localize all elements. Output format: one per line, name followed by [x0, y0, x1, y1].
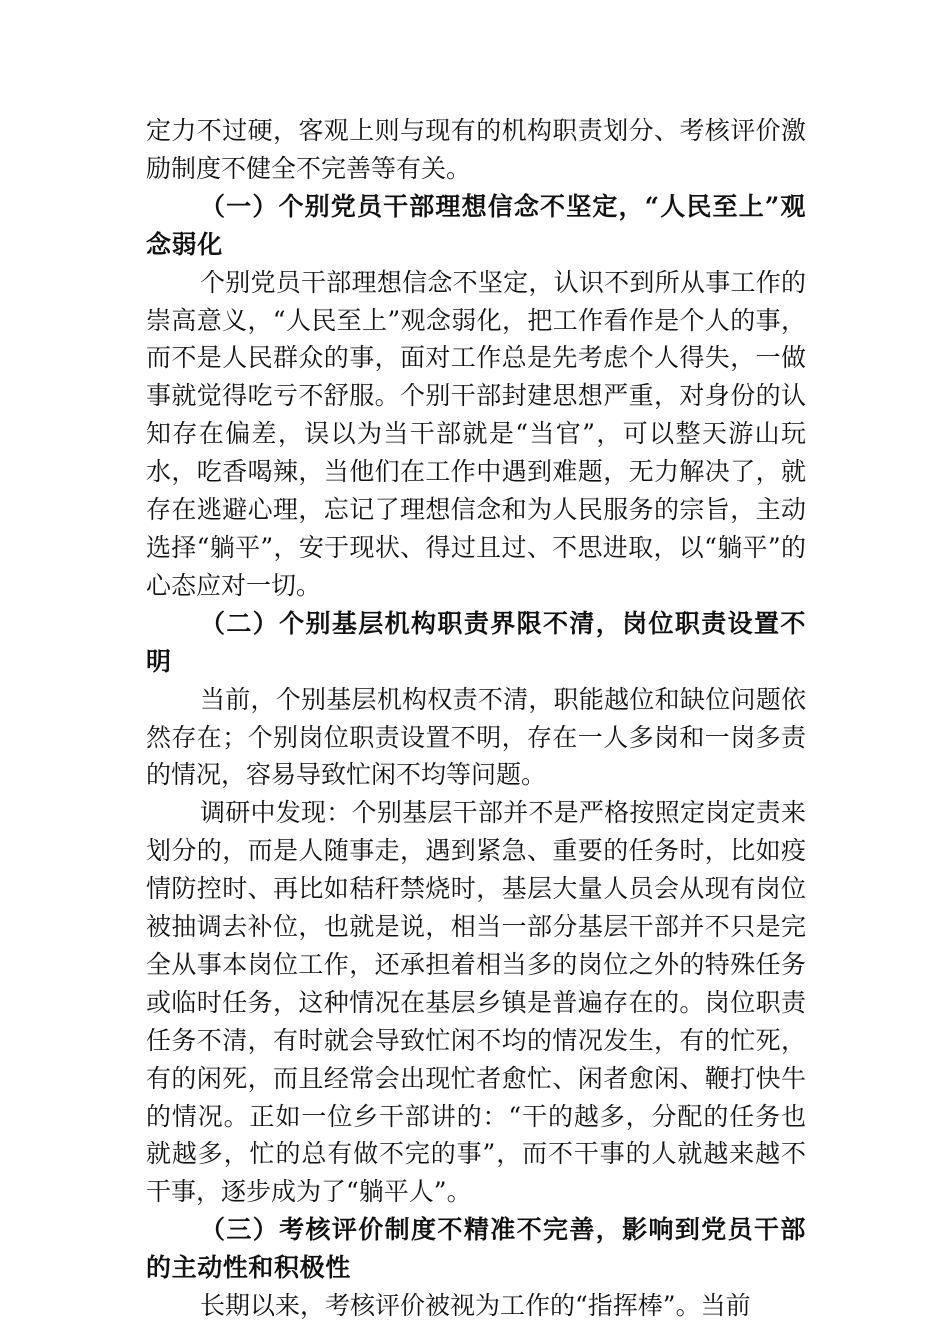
- paragraph-section-2a: 当前，个别基层机构权责不清，职能越位和缺位问题依然存在；个别岗位职责设置不明，存在一人多岗和一岗多责的情况，容易导致忙闲不均等问题。: [146, 684, 806, 790]
- paragraph-section-2b: 调研中发现：个别基层干部并不是严格按照定岗定责来划分的，而是人随事走，遇到紧急、重要的任务时，比如疫情防控时、再比如秸秆禁烧时，基层大量人员会从现有岗位被抽调去补位，也就是说，相当一部分基层干部并不只是完全从事本岗位工作，还承担着相当多的岗位之外的特殊任务或临时任务，这种情况在基层乡镇是普遍存在的。岗位职责任务不清，有时就会导致忙闲不均的情况发生，有的忙死，有的闲死，而且经常会出现忙者愈忙、闲者愈闲、鞭打快牛的情况。正如一位乡干部讲的：“干的越多，分配的任务也就越多，忙的总有做不完的事”，而不干事的人就越来越不干事，逐步成为了“躺平人”。: [146, 798, 806, 1207]
- section-heading-2: （二）个别基层机构职责界限不清，岗位职责设置不明: [146, 608, 806, 676]
- paragraph-section-1: 个别党员干部理想信念不坚定，认识不到所从事工作的崇高意义，“人民至上”观念弱化，把工作看作是个人的事，而不是人民群众的事，面对工作总是先考虑个人得失，一做事就觉得吃亏不舒服。个别干部封建思想严重，对身份的认知存在偏差，误以为当干部就是“当官”，可以整天游山玩水，吃香喝辣，当他们在工作中遇到难题，无力解决了，就存在逃避心理，忘记了理想信念和为人民服务的宗旨，主动选择“躺平”，安于现状、得过且过、不思进取，以“躺平”的心态应对一切。: [146, 267, 806, 600]
- paragraph-continuation: 定力不过硬，客观上则与现有的机构职责划分、考核评价激励制度不健全不完善等有关。: [146, 116, 806, 183]
- paragraph-section-3: 长期以来，考核评价被视为工作的“指挥棒”。当前: [200, 1291, 751, 1321]
- section-heading-3: （三）考核评价制度不精准不完善，影响到党员干部的主动性和积极性: [146, 1215, 806, 1283]
- section-heading-1: （一）个别党员干部理想信念不坚定，“人民至上”观念弱化: [146, 191, 806, 259]
- document-page: [146, 112, 806, 1325]
